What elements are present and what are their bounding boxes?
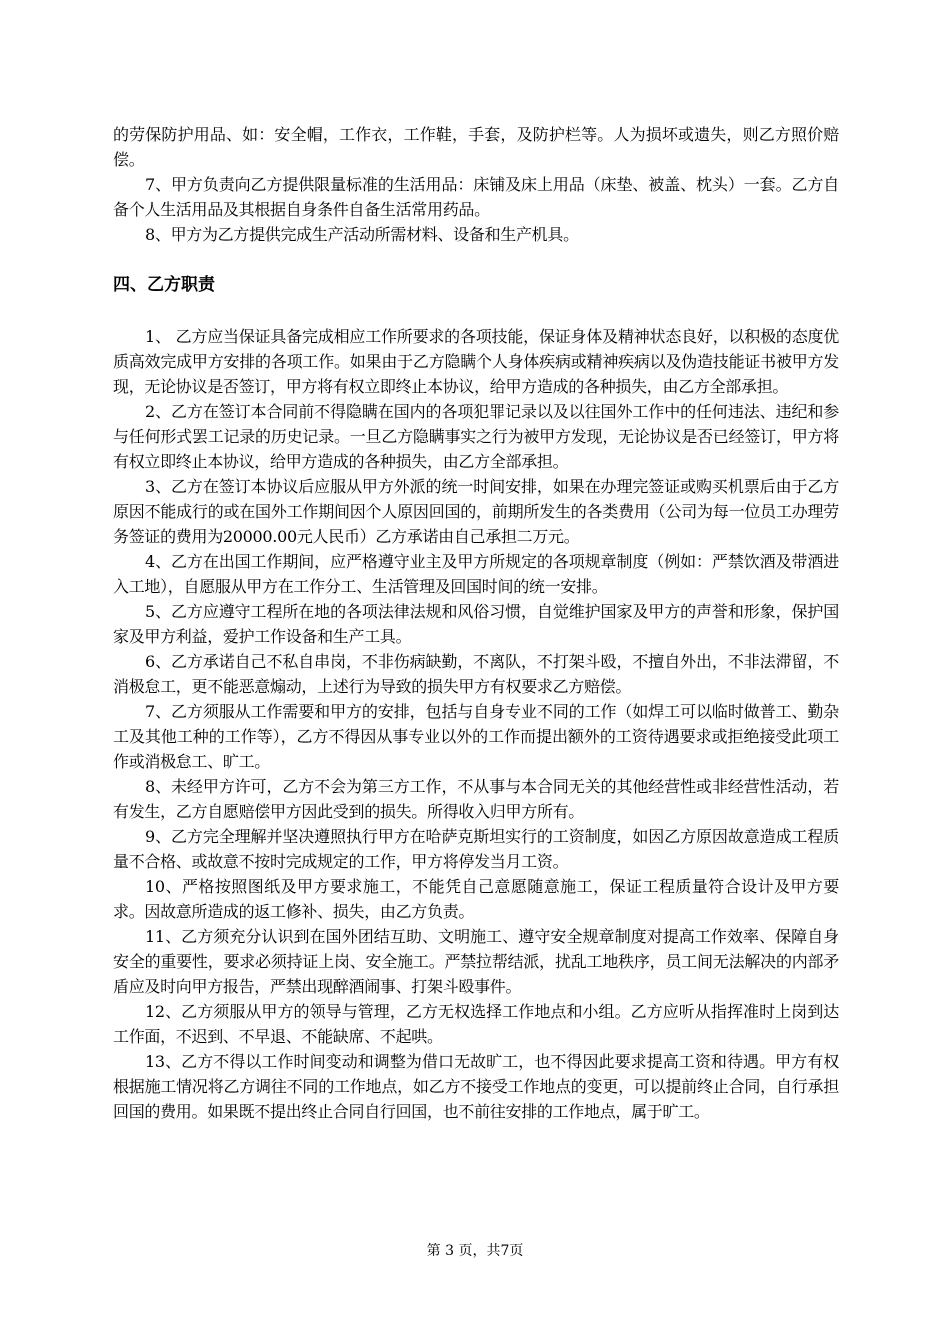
paragraph-continued: 的劳保防护用品、如：安全帽，工作衣，工作鞋，手套，及防护栏等。人为损坏或遗失，则乙方照价赔偿。 <box>113 125 839 169</box>
clause-item: 6、乙方承诺自己不私自串岗，不非伤病缺勤，不离队，不打架斗殴，不擅自外出，不非法滞留，不消极怠工，更不能恶意煽动，上述行为导致的损失甲方有权要求乙方赔偿。 <box>113 652 839 696</box>
clause-item: 10、严格按照图纸及甲方要求施工，不能凭自己意愿随意施工，保证工程质量符合设计及甲方要求。因故意所造成的返工修补、损失，由乙方负责。 <box>113 877 839 921</box>
clause-item: 11、乙方须充分认识到在国外团结互助、文明施工、遵守安全规章制度对提高工作效率、保障自身安全的重要性，要求必须持证上岗、安全施工。严禁拉帮结派，扰乱工地秩序，员工间无法解决的内部矛盾应及时向甲方报告，严禁出现醉酒闹事、打架斗殴事件。 <box>113 927 839 996</box>
clause-item: 7、甲方负责向乙方提供限量标准的生活用品：床铺及床上用品（床垫、被盖、枕头）一套。乙方自备个人生活用品及其根据自身条件自备生活常用药品。 <box>113 175 839 219</box>
clause-item: 12、乙方须服从甲方的领导与管理，乙方无权选择工作地点和小组。乙方应听从指挥准时上岗到达工作面，不迟到、不早退、不能缺席、不起哄。 <box>113 1002 839 1046</box>
document-body <box>113 122 839 1124</box>
clause-item: 5、乙方应遵守工程所在地的各项法律法规和风俗习惯，自觉维护国家及甲方的声誉和形象，保护国家及甲方利益，爱护工作设备和生产工具。 <box>113 602 839 646</box>
clause-item: 7、乙方须服从工作需要和甲方的安排，包括与自身专业不同的工作（如焊工可以临时做普工、勤杂工及其他工种的工作等），乙方不得因从事专业以外的工作而提出额外的工资待遇要求或拒绝接受此项工作或消极怠工、旷工。 <box>113 702 839 771</box>
clause-item: 2、乙方在签订本合同前不得隐瞒在国内的各项犯罪记录以及以往国外工作中的任何违法、违纪和参与任何形式罢工记录的历史记录。一旦乙方隐瞒事实之行为被甲方发现，无论协议是否已经签订，甲方将有权立即终止本协议，给甲方造成的各种损失，由乙方全部承担。 <box>113 402 839 471</box>
page-footer: 第 3 页，共7页 <box>426 1243 524 1259</box>
clause-item: 3、乙方在签订本协议后应服从甲方外派的统一时间安排，如果在办理完签证或购买机票后由于乙方原因不能成行的或在国外工作期间因个人原因回国的，前期所发生的各类费用（公司为每一位员工办理劳务签证的费用为20000.00元人民币）乙方承诺由自己承担二万元。 <box>113 477 839 546</box>
clause-item: 1、 乙方应当保证具备完成相应工作所要求的各项技能，保证身体及精神状态良好，以积极的态度优质高效完成甲方安排的各项工作。如果由于乙方隐瞒个人身体疾病或精神疾病以及伪造技能证书被甲方发现，无论协议是否签订，甲方将有权立即终止本协议，给甲方造成的各种损失，由乙方全部承担。 <box>113 327 839 396</box>
clause-item: 13、乙方不得以工作时间变动和调整为借口无故旷工，也不得因此要求提高工资和待遇。甲方有权根据施工情况将乙方调往不同的工作地点，如乙方不接受工作地点的变更，可以提前终止合同，自行承担回国的费用。如果既不提出终止合同自行回国，也不前往安排的工作地点，属于旷工。 <box>113 1052 839 1121</box>
clause-item: 8、未经甲方许可，乙方不会为第三方工作，不从事与本合同无关的其他经营性或非经营性活动，若有发生，乙方自愿赔偿甲方因此受到的损失。所得收入归甲方所有。 <box>113 777 839 821</box>
clause-item: 9、乙方完全理解并坚决遵照执行甲方在哈萨克斯坦实行的工资制度，如因乙方原因故意造成工程质量不合格、或故意不按时完成规定的工作，甲方将停发当月工资。 <box>113 827 839 871</box>
clause-item: 8、甲方为乙方提供完成生产活动所需材料、设备和生产机具。 <box>145 225 579 244</box>
clause-item: 4、乙方在出国工作期间，应严格遵守业主及甲方所规定的各项规章制度（例如：严禁饮酒及带酒进入工地），自愿服从甲方在工作分工、生活管理及回国时间的统一安排。 <box>113 552 839 596</box>
section-heading: 四、乙方职责 <box>113 275 215 295</box>
